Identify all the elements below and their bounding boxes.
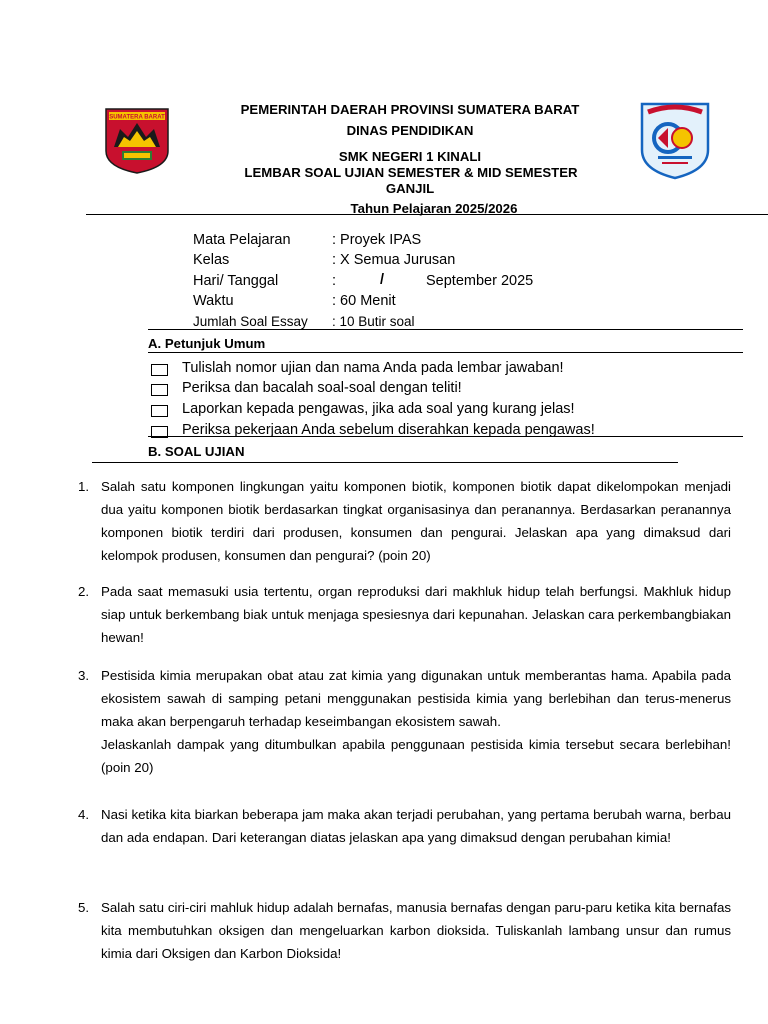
question-number: 5. <box>78 900 90 915</box>
question-3 <box>78 664 731 779</box>
question-4 <box>78 803 731 849</box>
info-divider <box>148 329 743 330</box>
header-line-semester: GANJIL <box>385 181 435 196</box>
header-line-exam: LEMBAR SOAL UJIAN SEMESTER & MID SEMESTER <box>244 165 578 180</box>
question-text: Salah satu komponen lingkungan yaitu komponen biotik, komponen biotik dapat dikelompokan menjadi dua yaitu komponen biotik berdasarkan tingkat organisasinya dan peranannya. Berdasarkan peranannya komponen biotik terdiri dari produsen, konsumen dan pengurai. Jelaskan apa yang dimaksud dari kelompok produsen, konsumen dan pengurai? (poin 20) <box>101 479 731 563</box>
section-b-divider <box>92 462 678 463</box>
section-a-bottom-divider <box>148 436 743 437</box>
question-2 <box>78 580 731 649</box>
section-b-title: B. SOAL UJIAN <box>148 444 245 459</box>
question-1 <box>78 475 731 567</box>
header-line-government: PEMERINTAH DAERAH PROVINSI SUMATERA BARAT <box>240 102 580 117</box>
header-line-school: SMK NEGERI 1 KINALI <box>338 149 482 164</box>
checkbox-icon <box>151 405 168 417</box>
instruction-item: Periksa dan bacalah soal-soal dengan teliti! <box>182 380 462 396</box>
section-a-title: A. Petunjuk Umum <box>148 336 266 351</box>
question-text: Pestisida kimia merupakan obat atau zat kimia yang digunakan untuk memberantas hama. Apabila pada ekosistem sawah di samping petani menggunakan pestisida kimia yang berlebihan dan terus-menerus maka akan berpengaruh terhadap keseimbangan ekosistem sawah. <box>101 668 731 729</box>
info-label-date: Hari/ Tanggal <box>193 273 279 289</box>
checkbox-icon <box>151 364 168 376</box>
question-text-continued: Jelaskanlah dampak yang ditumbulkan apabila penggunaan pestisida kimia tersebut secara berlebihan! (poin 20) <box>101 737 731 775</box>
section-a-divider <box>148 352 743 353</box>
question-number: 3. <box>78 668 90 683</box>
info-label-subject: Mata Pelajaran <box>193 232 291 248</box>
info-value-time: : 60 Menit <box>332 293 396 309</box>
question-text: Salah satu ciri-ciri mahluk hidup adalah bernafas, manusia bernafas dengan paru-paru ketika kita bernafas kita membutuhkan oksigen dan mengeluarkan karbon dioksida. Tuliskanlah lambang unsur dan rumus kimia dari Oksigen dan Karbon Dioksida! <box>101 900 731 961</box>
question-number: 1. <box>78 479 90 494</box>
question-5 <box>78 896 731 965</box>
checkbox-icon <box>151 384 168 396</box>
info-label-time: Waktu <box>193 293 234 309</box>
info-value-date-month: September 2025 <box>426 273 534 289</box>
instruction-item: Tulislah nomor ujian dan nama Anda pada lembar jawaban! <box>182 360 564 376</box>
left-logo-caption: SUMATERA BARAT <box>109 114 165 121</box>
info-label-class: Kelas <box>193 252 230 268</box>
info-value-essay-count: : 10 Butir soal <box>332 314 415 329</box>
info-value-date-colon: : <box>332 273 337 289</box>
header-line-year: Tahun Pelajaran 2025/2026 <box>350 201 518 216</box>
instruction-item: Periksa pekerjaan Anda sebelum diserahkan kepada pengawas! <box>182 422 595 438</box>
info-value-date-slash: / <box>380 272 385 288</box>
header-line-dinas: DINAS PENDIDIKAN <box>346 123 474 138</box>
question-number: 2. <box>78 584 90 599</box>
header-divider <box>86 214 768 215</box>
question-text: Pada saat memasuki usia tertentu, organ reproduksi dari makhluk hidup telah berfungsi. Makhluk hidup siap untuk berkembang biak untuk menjaga spesiesnya dari kepunahan. Jelaskan cara perkembangbiakan hewan! <box>101 584 731 645</box>
question-text: Nasi ketika kita biarkan beberapa jam maka akan terjadi perubahan, yang pertama berubah warna, berbau dan ada endapan. Dari keterangan diatas jelaskan apa yang dimaksud dengan perubahan kimia! <box>101 807 731 845</box>
info-value-class: : X Semua Jurusan <box>332 252 456 268</box>
info-label-essay-count: Jumlah Soal Essay <box>193 314 308 329</box>
question-number: 4. <box>78 807 90 822</box>
info-value-subject: : Proyek IPAS <box>332 232 422 248</box>
instruction-item: Laporkan kepada pengawas, jika ada soal yang kurang jelas! <box>182 401 575 417</box>
